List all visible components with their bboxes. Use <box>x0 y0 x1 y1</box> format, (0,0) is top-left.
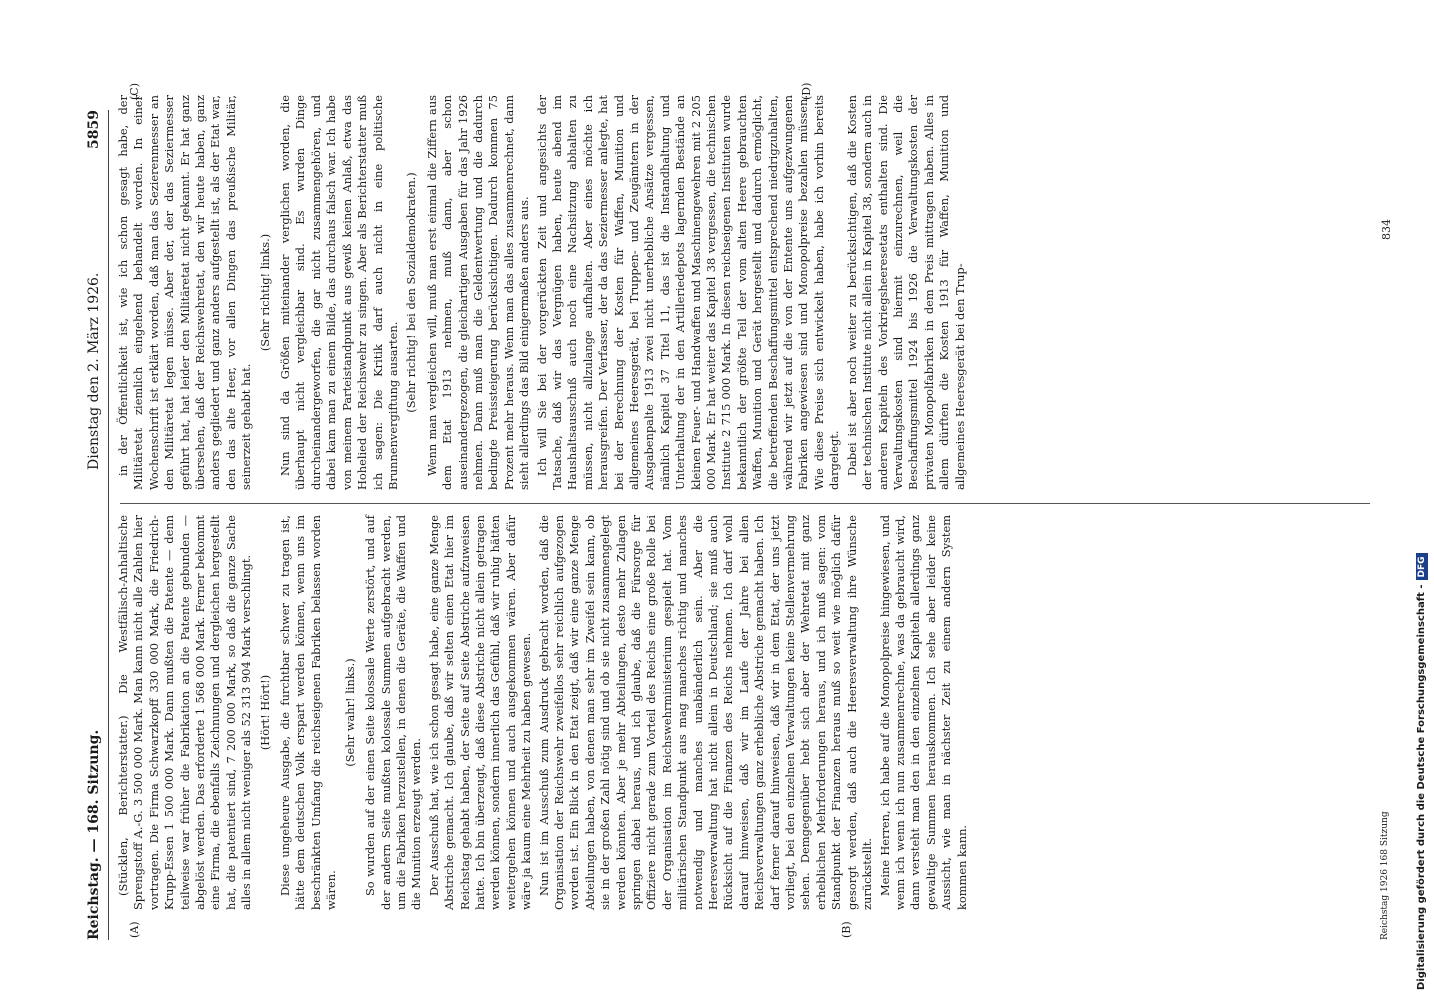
paragraph: (Hört! Hört!) <box>257 674 272 751</box>
paragraph: So wurden auf der einen Seite kolossale Werte zerstört, und auf der andern Seite mußten kolossale Summen aufgebracht werden, um die Fabriken herzustellen, in denen die Geräte, die Waffen und die Munition erzeugt werden. <box>363 515 424 910</box>
dfg-note-text: Digitalisierung gefördert durch die Deutsche Forschungsgemeinschaft - <box>1416 584 1427 990</box>
page-header <box>80 110 108 940</box>
paragraph: (Sehr richtig! bei den Sozialdemokraten.) <box>404 172 419 413</box>
paragraph: (Sehr wahr! links.) <box>342 658 357 767</box>
paragraph: Der Ausschuß hat, wie ich schon gesagt habe, eine ganze Menge Abstriche gemacht. Ich glaube, daß wir selten einen Etat hier im Reichstag gehabt haben, der Seite auf Seite Abstriche aufzuweisen hatte. Ich bin überzeugt, daß diese Abstriche nicht allein getragen werden können, sondern innerlich das Gefühl, daß wir ruhig hätten weitergehen können und auch ausgekommen wären. Aber dafür wäre ja kaum eine Mehrheit zu haben gewesen. <box>426 515 534 910</box>
paragraph: Dabei ist aber noch weiter zu berücksichtigen, daß die Kosten der technischen Institute nicht allein in Kapitel 38, sondern auch in anderen Kapiteln des Vorkriegsheeresetats enthalten sind. Die Verwaltungskosten sind hiermit einzurechnen, weil die Beschaffungsmittel 1924 bis 1926 die Verwaltungskosten der privaten Monopolfabriken in dem Preis mittragen haben. Alles in allem dürften die Kosten 1913 für Waffen, Munition und allgemeines Heeresgerät bei den Trup- <box>844 95 967 490</box>
header-rule <box>108 110 109 940</box>
dfg-side-note <box>1416 553 1428 990</box>
marker-a: (A) <box>128 921 141 938</box>
paragraph: in der Öffentlichkeit ist, wie ich schon gesagt habe, der Militäretat ziemlich eingehend behandelt worden. In einer Wochenschrift ist erklärt worden, daß man das Sezierenmesser an den Militäretat legen müsse. Aber der, der das Seziermesser geführt hat, hat leider den Militäretat nicht gekannt. Er hat ganz übersehen, daß der Reichswehretat, den wir heute haben, ganz anders gegliedert und ganz anders aufgestellt ist, als der Etat war, den das alte Heer, vor allen Dingen das preußische Militär, seinerzeit gehabt hat. <box>116 95 254 490</box>
paragraph: Wenn man vergleichen will, muß man erst einmal die Ziffern aus dem Etat 1913 nehmen, muß dann, aber schon auseinandergezogen, die gleichartigen Ausgaben für das Jahr 1926 nehmen. Dann muß man die Geldentwertung und die dadurch bedingte Preissteigerung berücksichtigen. Dadurch kommen 75 Prozent mehr heraus. Wenn man das alles zusammenrechnet, dann sieht allerdings das Bild einigermaßen anders aus. <box>424 95 532 490</box>
left-text-column <box>116 515 972 910</box>
footer-page-number: 834 <box>1380 219 1393 240</box>
rotated-page <box>80 80 1410 940</box>
paragraph: Ich will Sie bei der vorgerückten Zeit und angesichts der Tatsache, daß wir das Vergnügen haben, heute abend im Haushaltsausschuß auch noch eine Nachsitzung abhalten zu müssen, nicht allzulange aufhalten. Aber eines möchte ich herausgreifen. Der Verfasser, der da das Seziermesser anlegte, hat bei der Berechnung der Kosten für Waffen, Munition und allgemeines Heeresgerät, bei Truppen- und Zeugämtern in der Ausgabenpalte 1913 zwei nicht unerhebliche Ansätze vergessen, nämlich Kapitel 37 Titel 11, das ist die Instandhaltung und Unterhaltung der in den Artilleriedepots lagernden Bestände an kleinen Feuer- und Handwaffen und Maschinengewehren mit 2 205 000 Mark. Er hat weiter das Kapitel 38 vergessen, die technischen Institute 2 715 000 Mark. In diesen reichseigenen Instituten wurde bekanntlich der größte Teil der vom alten Heere gebrauchten Waffen, Munition und Gerät hergestellt und dadurch ermöglicht, die betreffenden Beschaffungsmittel entsprechend niedrigzuhalten, während wir jetzt auf die von der Entente uns aufgezwungenen Fabriken angewiesen sind und Monopolpreise bezahlen müssen. Wie diese Preise sich entwickelt haben, habe ich vorhin bereits dargelegt. <box>534 95 842 490</box>
marker-b: (B) <box>840 921 853 938</box>
dfg-logo: DFG <box>1416 553 1428 580</box>
header-date: Dienstag den 2. März 1926. <box>86 272 102 470</box>
paragraph: Diese ungeheure Ausgabe, die furchtbar schwer zu tragen ist, hätte dem deutschen Volk erspart werden können, wenn uns im beschränkten Umfang die reichseigenen Fabriken belassen worden wären. <box>278 515 339 910</box>
paragraph: (Sehr richtig! links.) <box>257 233 272 352</box>
marker-c: (C) <box>128 83 141 100</box>
paragraph: Meine Herren, ich habe auf die Monopolpreise hingewiesen, und wenn ich wenn ich nun zusammenrechne, was da gebraucht wird, dann versteht man den in den einzelnen Kapiteln allerdings ganz gewaltige Summen herauskommen. Ich sehe aber leider keine Aussicht, wie man in nächster Zeit zu einem andern System kommen kann. <box>877 515 969 910</box>
paragraph: (Stücklen, Berichterstatter.) Die Westfälisch-Anhaltische Sprengstoff A.-G. 3 500 000 Mark. Man kann nicht alle Zahlen hier vortragen. Die Firma Schwarzkopff 330 000 Mark, die Friedrich-Krupp-Essen 1 500 000 Mark. Dann mußten die Patente — denn teilweise war früher die Fabrikation an die Patente gebunden — abgelöst werden. Das erforderte 1 568 000 Mark. Ferner bekommt eine Firma, die ebenfalls Zeichnungen und dergleichen hergestellt hat, die patentiert sind, 7 200 000 Mark, so daß die ganze Sache alles in allem nicht weniger als 52 313 904 Mark verschlingt. <box>116 515 254 910</box>
header-session: Reichstag. — 168. Sitzung. <box>86 729 102 940</box>
paragraph: Nun sind da Größen miteinander verglichen worden, die überhaupt nicht vergleichbar sind. Es wurden Dinge durcheinandergeworfen, die gar nicht zusammengehören, und dabei kam man zu einem Bilde, das durchaus falsch war. Ich habe von meinem Parteistandpunkt aus gewiß keinen Anlaß, etwa das Hohelied der Reichswehr zu singen. Aber als Berichterstatter muß ich sagen: Die Kritik darf auch nicht in eine politische Brunnenvergiftung ausarten. <box>278 95 400 490</box>
column-divider <box>120 503 1370 504</box>
marker-d: (D) <box>800 82 813 100</box>
footer-source: Reichstag 1926 168 Sitzung <box>1380 811 1390 940</box>
right-text-column <box>116 95 970 490</box>
header-page-number: 5859 <box>86 110 102 149</box>
paragraph: Nun ist im Ausschuß zum Ausdruck gebracht worden, daß die Organisation der Reichswehr zweifellos sehr reichlich aufgezogen worden ist. Ein Blick in den Etat zeigt, daß wir eine ganze Menge Abteilungen haben, von denen man sehr im Zweifel sein kann, ob sie in der großen Zahl nötig sind und ob sie nicht zusammengelegt werden könnten. Aber je mehr Abteilungen, desto mehr Zulagen springen dabei heraus, und ich glaube, daß die Fürsorge für Offiziere nicht gerade zum Vorteil des Reichs eine große Rolle bei der Organisation im Reichswehrministerium gespielt hat. Vom militärischen Standpunkt aus mag manches richtig und manches notwendig und manches unabänderlich sein. Aber die Heeresverwaltung hat nicht allein in Deutschland; sie muß auch Rücksicht auf die Finanzen des Reichs nehmen. Ich darf wohl darauf hinweisen, daß wir im Laufe der Jahre bei allen Reichsverwaltungen ganz erhebliche Abstriche gemacht haben. Ich darf ferner darauf hinweisen, daß wir in dem Etat, der uns jetzt vorliegt, bei den einzelnen Verwaltungen keine Stellenvermehrung sehen. Demgegenüber hebt sich aber der Wehretat mit ganz erheblichen Mehrforderungen heraus, und ich muß sagen: vom Standpunkt der Finanzen heraus muß so weit wie möglich dafür gesorgt werden, daß auch die Heeresverwaltung ihre Wünsche zurückstellt. <box>536 515 875 910</box>
